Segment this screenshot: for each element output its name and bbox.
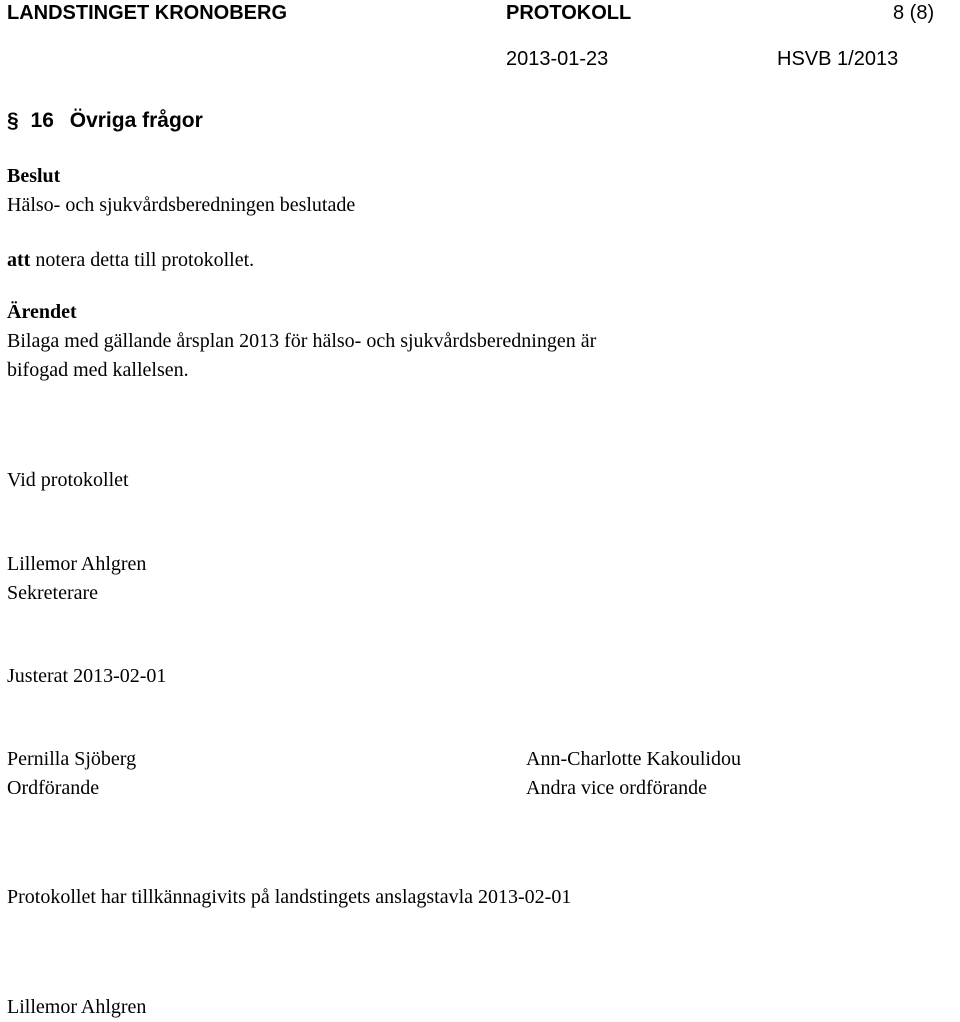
- section-number: 16: [30, 109, 54, 132]
- document-type: PROTOKOLL: [506, 2, 632, 24]
- decision-block: [7, 162, 355, 220]
- announcement-signer: Lillemor Ahlgren: [7, 996, 147, 1018]
- matter-block: [7, 298, 596, 385]
- signatory-name: Pernilla Sjöberg: [7, 748, 137, 770]
- adjusted-date: Justerat 2013-02-01: [7, 665, 167, 687]
- minutes-label: Vid protokollet: [7, 469, 129, 491]
- decision-att-line: [7, 246, 254, 275]
- secretary-block: [7, 550, 146, 608]
- section-title: Övriga frågor: [69, 109, 203, 132]
- organization-name: LANDSTINGET KRONOBERG: [7, 2, 287, 24]
- signature-chair: [7, 745, 136, 803]
- section-heading: [7, 108, 203, 134]
- decision-att-text: notera detta till protokollet.: [30, 249, 255, 271]
- signatory-name: Ann-Charlotte Kakoulidou: [526, 748, 741, 770]
- att-keyword: att: [7, 249, 31, 271]
- signatory-title: Andra vice ordförande: [526, 777, 708, 799]
- signature-vice-chair: [526, 745, 741, 803]
- secretary-title: Sekreterare: [7, 582, 99, 604]
- document-reference: HSVB 1/2013: [777, 48, 899, 70]
- meeting-date: 2013-01-23: [506, 48, 609, 70]
- page-number: 8 (8): [893, 2, 935, 24]
- section-symbol: §: [7, 109, 19, 132]
- signatory-title: Ordförande: [7, 777, 100, 799]
- decision-heading: Beslut: [7, 165, 61, 187]
- decision-line: Hälso- och sjukvårdsberedningen beslutade: [7, 194, 356, 216]
- matter-line-2: bifogad med kallelsen.: [7, 359, 189, 381]
- matter-line-1: Bilaga med gällande årsplan 2013 för hälso- och sjukvårdsberedningen är: [7, 330, 597, 352]
- secretary-name: Lillemor Ahlgren: [7, 553, 147, 575]
- announcement-text: Protokollet har tillkännagivits på landstingets anslagstavla 2013-02-01: [7, 886, 572, 908]
- matter-heading: Ärendet: [7, 301, 77, 323]
